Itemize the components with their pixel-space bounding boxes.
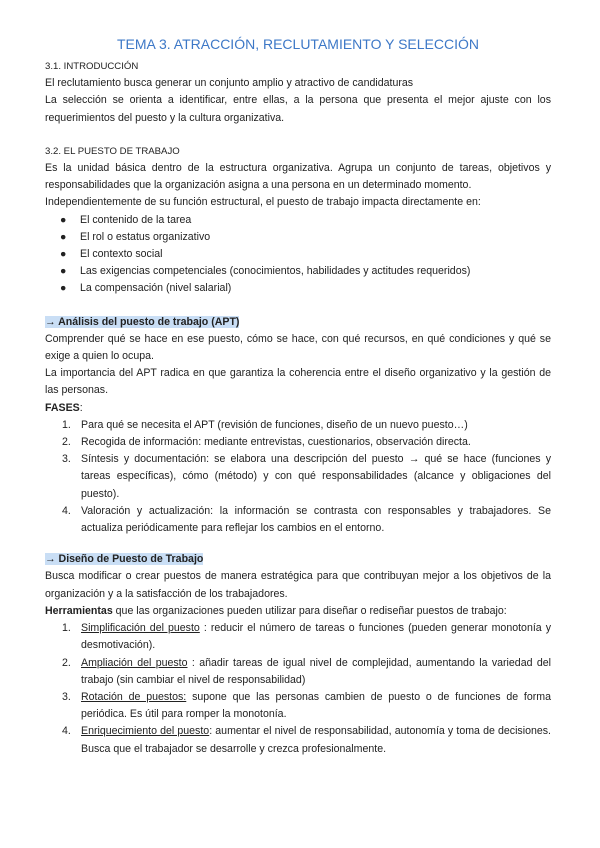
paragraph: Independientemente de su función estructural, el puesto de trabajo impacta directamente en: bbox=[45, 196, 481, 209]
list-item: 3. Rotación de puestos: supone que las personas cambien de puesto o de funciones de forma periódica. Es útil para romper la monotonía. bbox=[62, 690, 551, 721]
term: Enriquecimiento del puesto bbox=[81, 725, 210, 738]
fases-label: FASES: bbox=[45, 401, 83, 414]
fases-list bbox=[45, 417, 551, 537]
list-item: 4. Enriquecimiento del puesto: aumentar el nivel de responsabilidad, autonomía y toma de decisiones. Busca que el trabajador se desarrolle y crezca profesionalmente. bbox=[62, 725, 551, 755]
paragraph: La selección se orienta a identificar, entre ellas, a la persona que presenta el mejor ajuste con los requerimientos del puesto y la cultura organizativa. bbox=[45, 94, 551, 124]
bullet-icon: ● bbox=[60, 282, 67, 295]
herramientas-intro: Herramientas que las organizaciones pueden utilizar para diseñar o rediseñar puestos de trabajo: bbox=[45, 604, 507, 617]
bullet-icon: ● bbox=[60, 248, 67, 261]
term: Ampliación del puesto bbox=[81, 656, 188, 669]
list-item: ● La compensación (nivel salarial) bbox=[45, 280, 551, 297]
paragraph: Comprender qué se hace en ese puesto, cómo se hace, con qué recursos, en qué condiciones y qué se exige a quien lo ocupa. bbox=[45, 332, 551, 363]
paragraph: El reclutamiento busca generar un conjunto amplio y atractivo de candidaturas bbox=[45, 77, 414, 90]
term: Simplificación del puesto bbox=[81, 622, 200, 635]
list-item: 4. Valoración y actualización: la información se contrasta con responsables y trabajadores. Se actualiza periódicamente para reflejar los cambios en el entorno. bbox=[62, 504, 551, 535]
list-item: ● Las exigencias competenciales (conocimientos, habilidades y actitudes requeridos) bbox=[45, 263, 551, 280]
list-item: 2. Ampliación del puesto : añadir tareas de igual nivel de complejidad, aumentando la variedad del trabajo (sin cambiar el nivel de responsabilidad) bbox=[62, 656, 551, 686]
paragraph: La importancia del APT radica en que garantiza la coherencia entre el diseño organizativo y la gestión de las personas. bbox=[45, 367, 551, 397]
bullet-icon: ● bbox=[60, 213, 67, 226]
bullet-icon: ● bbox=[60, 230, 67, 243]
term: Rotación de puestos: bbox=[81, 690, 187, 703]
apt-heading: → Análisis del puesto de trabajo (APT) bbox=[45, 315, 240, 328]
list-item: ● El rol o estatus organizativo bbox=[45, 229, 551, 246]
list-item: 1. Para qué se necesita el APT (revisión de funciones, diseño de un nuevo puesto…) bbox=[62, 418, 468, 431]
list-item: ● El contenido de la tarea bbox=[45, 212, 551, 229]
herramientas-list bbox=[45, 620, 551, 758]
paragraph: Es la unidad básica dentro de la estructura organizativa. Agrupa un conjunto de tareas, objetivos y responsabilidades que la organización asigna a una persona en un determinado momento. bbox=[45, 162, 551, 192]
list-item: 3. Síntesis y documentación: se elabora una descripción del puesto → qué se hace (funciones y tareas específicas), cómo (método) y con qué responsabilidades (alcance y obligaciones del puesto). bbox=[62, 453, 551, 500]
section-heading-intro: 3.1. INTRODUCCIÓN bbox=[45, 61, 139, 72]
page-title: TEMA 3. ATRACCIÓN, RECLUTAMIENTO Y SELECCIÓN bbox=[116, 36, 479, 52]
document-page bbox=[45, 34, 551, 758]
bullet-icon: ● bbox=[60, 265, 67, 278]
list-item: ● El contexto social bbox=[45, 246, 551, 263]
bullet-list bbox=[45, 212, 551, 298]
diseno-heading: → Diseño de Puesto de Trabajo bbox=[45, 553, 204, 566]
section-heading-puesto: 3.2. EL PUESTO DE TRABAJO bbox=[45, 145, 180, 157]
list-item: 1. Simplificación del puesto : reducir el número de tareas o funciones (pueden generar monotonía y desmotivación). bbox=[62, 622, 552, 652]
list-item: 2. Recogida de información: mediante entrevistas, cuestionarios, observación directa. bbox=[62, 436, 471, 449]
paragraph: Busca modificar o crear puestos de manera estratégica para que contribuyan mejor a los objetivos de la organización y a la satisfacción de los trabajadores. bbox=[45, 570, 551, 600]
